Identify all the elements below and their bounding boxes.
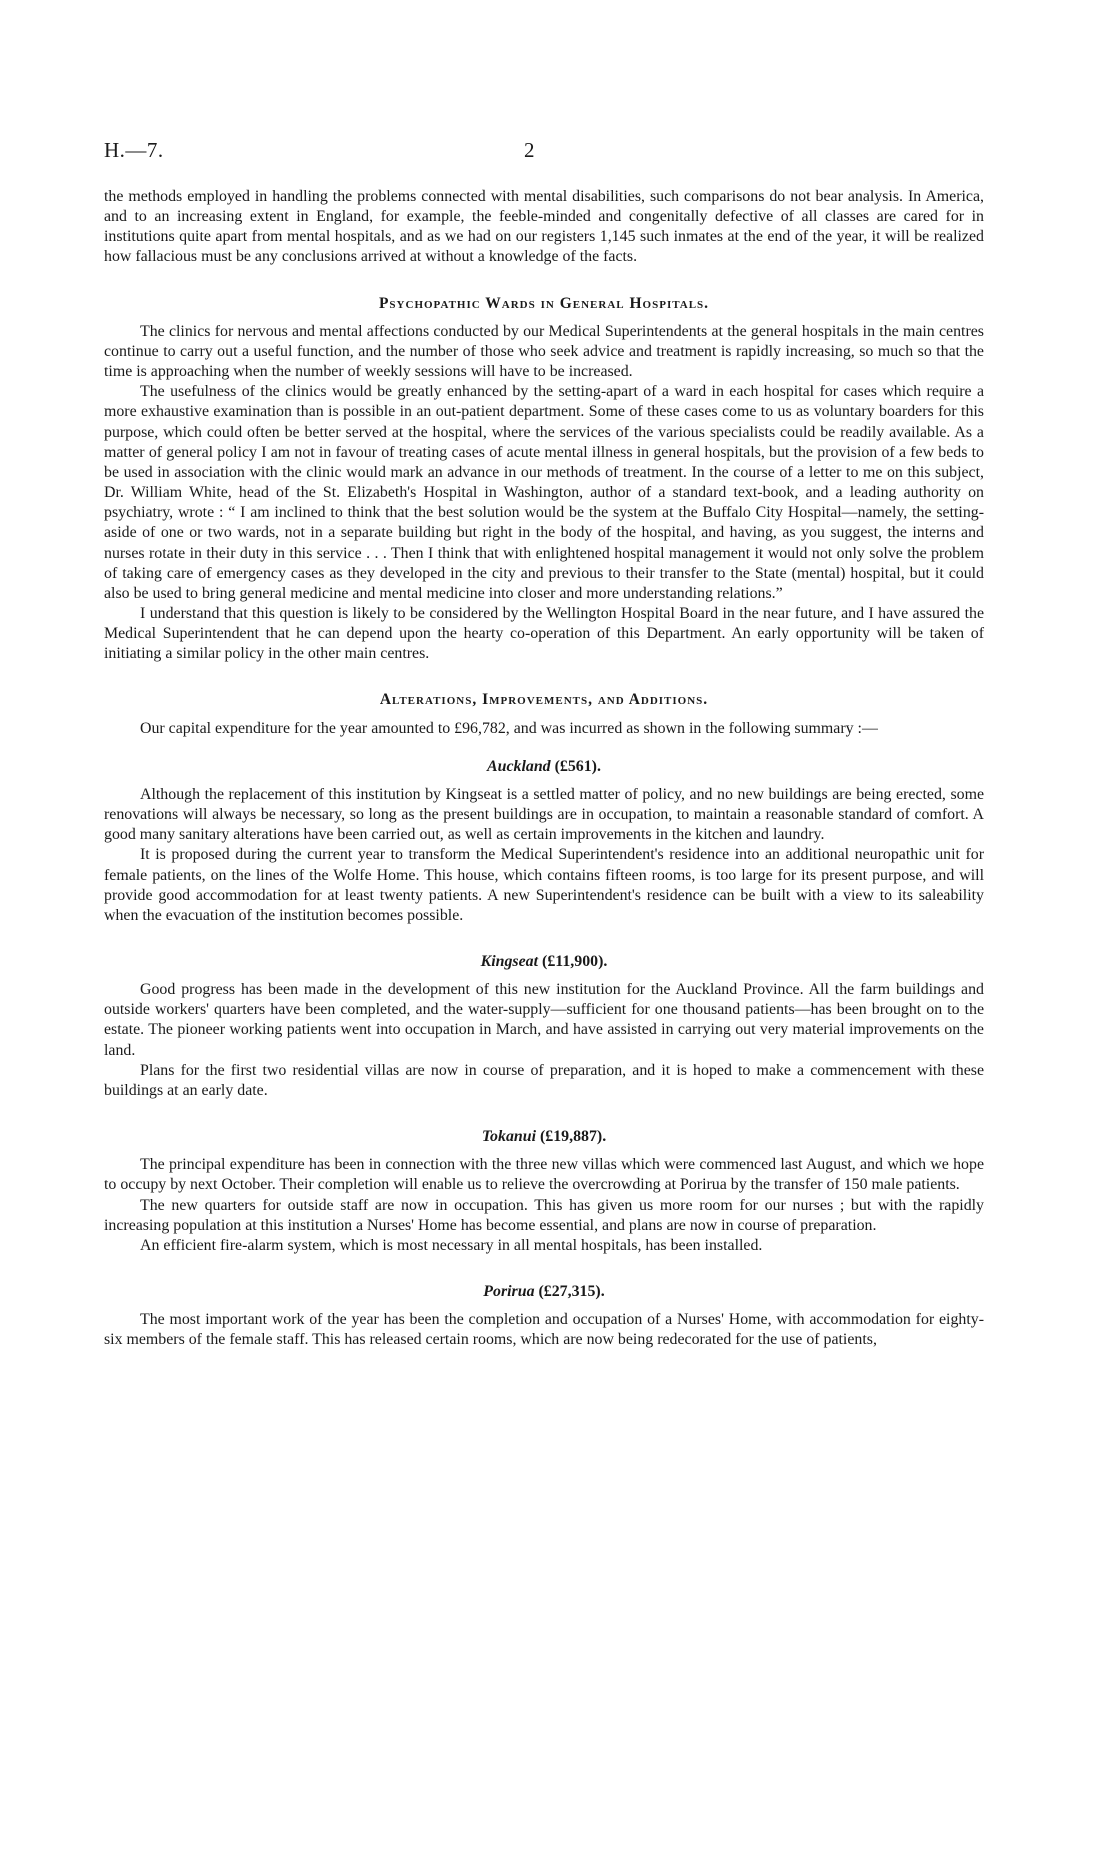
kingseat-paragraph-1: Good progress has been made in the development of this new institution for the Auckland Province. All the farm buildings and outside workers' quarters have been completed, and the water-supply—sufficient for one thousand patients—has been brought on to the estate. The pioneer working patients went into occupation in March, and have assisted in carrying out very material improvements on the land. bbox=[104, 981, 984, 1059]
subheading-tokanui bbox=[104, 1127, 984, 1147]
subheading-auckland-amount: (£561). bbox=[554, 757, 601, 775]
section-heading-alterations: Alterations, Improvements, and Additions. bbox=[379, 691, 709, 709]
tokanui-paragraph-1: The principal expenditure has been in connection with the three new villas which were commenced last August, and which we hope to occupy by next October. Their completion will enable us to relieve the overcrowding at Porirua by the transfer of 150 male patients. bbox=[104, 1156, 984, 1194]
subheading-kingseat-name: Kingseat bbox=[480, 953, 539, 970]
document-body bbox=[104, 187, 984, 1351]
subheading-tokanui-name: Tokanui bbox=[481, 1128, 536, 1146]
subheading-kingseat-amount: (£11,900). bbox=[542, 953, 608, 970]
subheading-porirua-amount: (£27,315). bbox=[538, 1283, 605, 1301]
tokanui-paragraph-3: An efficient fire-alarm system, which is most necessary in all mental hospitals, has been installed. bbox=[140, 1236, 763, 1254]
auckland-paragraph-1: Although the replacement of this institution by Kingseat is a settled matter of policy, and no new buildings are being erected, some renovations will always be necessary, so long as the present buildings are in occupation, to maintain a reasonable standard of comfort. A good many sanitary alterations have been carried out, as well as certain improvements in the kitchen and laundry. bbox=[104, 785, 984, 844]
intro-paragraph: the methods employed in handling the problems connected with mental disabilities, such comparisons do not bear analysis. In America, and to an increasing extent in England, for example, the feeble-minded and congenitally defective of all classes are cared for in institutions quite apart from mental hospitals, and as we had on our registers 1,145 such inmates at the end of the year, it will be realized how fallacious must be any conclusions arrived at without a knowledge of the facts. bbox=[104, 188, 984, 266]
psychopathic-paragraph-1: The clinics for nervous and mental affections conducted by our Medical Superintendents at the general hospitals in the main centres continue to carry out a useful function, and the number of those who seek advice and treatment is rapidly increasing, so much so that the time is approaching when the number of weekly sessions will have to be increased. bbox=[104, 322, 984, 381]
psychopathic-paragraph-3: I understand that this question is likely to be considered by the Wellington Hospital Board in the near future, and I have assured the Medical Superintendent that he can depend upon the hearty co-operation of this Department. An early opportunity will be taken of initiating a similar policy in the other main centres. bbox=[104, 604, 984, 663]
porirua-paragraph-1: The most important work of the year has been the completion and occupation of a Nurses' Home, with accommodation for eighty-six members of the female staff. This has released certain rooms, which are now being redecorated for the use of patients, bbox=[104, 1311, 984, 1349]
page-number: 2 bbox=[524, 138, 535, 162]
subheading-tokanui-amount: (£19,887). bbox=[539, 1128, 607, 1146]
subheading-auckland bbox=[104, 757, 984, 777]
subheading-kingseat bbox=[104, 952, 984, 972]
tokanui-paragraph-2: The new quarters for outside staff are now in occupation. This has given us more room for our nurses ; but with the rapidly increasing population at this institution a Nurses' Home has become essential, and plans are now in course of preparation. bbox=[104, 1196, 984, 1234]
alterations-paragraph-1: Our capital expenditure for the year amounted to £96,782, and was incurred as shown in the following summary :— bbox=[140, 719, 878, 737]
psychopathic-paragraph-2: The usefulness of the clinics would be greatly enhanced by the setting-apart of a ward in each hospital for cases which require a more exhaustive examination than is possible in an out-patient department. Some of these cases come to us as voluntary boarders for this purpose, which could often be better served at the hospital, where the services of the various specialists could be readily available. As a matter of general policy I am not in favour of treating cases of acute mental illness in general hospitals, but the provision of a few beds to be used in association with the clinic would mark an advance in our methods of treatment. In the course of a letter to me on this subject, Dr. William White, head of the St. Elizabeth's Hospital in Washington, author of a standard text-book, and a leading authority on psychiatry, wrote : “ I am inclined to think that the best solution would be the system at the Buffalo City Hospital—namely, the setting-aside of one or two wards, not in a separate building but right in the body of the hospital, and having, as you suggest, the interns and nurses rotate in their duty in this service . . . Then I think that with enlightened hospital management it would not only solve the problem of taking care of emergency cases as they developed in the city and previous to their transfer to the State (mental) hospital, but it could also be used to bring general medicine and mental medicine into closer and more understanding relations.” bbox=[104, 383, 984, 602]
subheading-porirua-name: Porirua bbox=[483, 1283, 535, 1301]
subheading-porirua bbox=[104, 1282, 984, 1302]
subheading-auckland-name: Auckland bbox=[487, 757, 551, 775]
kingseat-paragraph-2: Plans for the first two residential villas are now in course of preparation, and it is hoped to make a commencement with these buildings at an early date. bbox=[104, 1061, 984, 1099]
section-heading-psychopathic-wards: Psychopathic Wards in General Hospitals. bbox=[378, 294, 710, 312]
document-reference: H.—7. bbox=[104, 138, 164, 162]
page-header bbox=[104, 138, 1004, 168]
auckland-paragraph-2: It is proposed during the current year to transform the Medical Superintendent's residence into an additional neuropathic unit for female patients, on the lines of the Wolfe Home. This house, which contains fifteen rooms, is too large for its present purpose, and will provide good accommodation for at least twenty patients. A new Superintendent's residence can be built with a view to its saleability when the evacuation of the institution becomes possible. bbox=[104, 846, 984, 924]
